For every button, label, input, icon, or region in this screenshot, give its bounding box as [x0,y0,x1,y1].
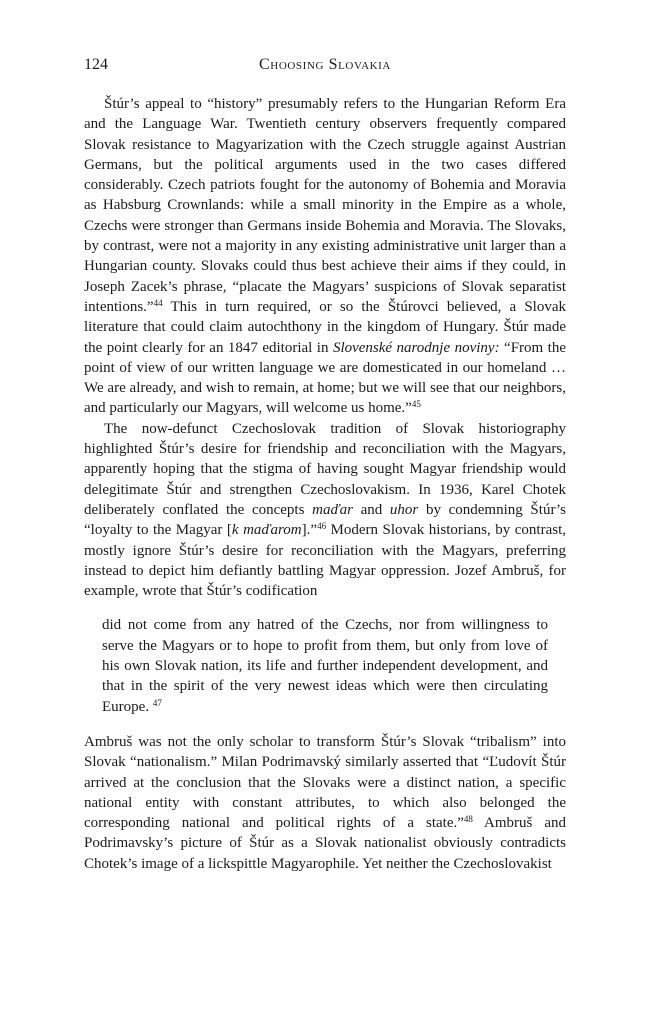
paragraph-2: The now-defunct Czechoslovak tradition of Slovak historiography highlighted Štúr’s desire for friendship and reconciliation with the Magyars, apparently hoping that the stigma of having sought Magyar friendship would delegitimate Štúr and strengthen Czechoslovakism. In 1936, Karel Chotek deliberately conflated the concepts maďar and uhor by condemning Štúr’s “loyalty to the Magyar [k maďarom].”$^{46}$ Modern Slovak historians, by contrast, mostly ignore Štúr’s desire for reconciliation with the Magyars, preferring instead to depict him defiantly battling Magyar oppression. Jozef Ambruš, for example, wrote that Štúr’s codification [84,420,567,600]
term-uhor: uhor [389,501,419,518]
running-title: Choosing Slovakia [259,56,391,73]
footnote-ref-48: 48 [463,814,473,825]
term-madar: maďar [312,501,353,518]
footnote-ref-46: 46 [317,521,327,532]
newspaper-title: Slovenské narodnje noviny: [332,339,500,356]
footnote-ref-44: 44 [153,297,163,308]
paragraph-3: Ambruš was not the only scholar to transform Štúr’s Slovak “tribalism” into Slovak “nationalism.” Milan Podrimavský similarly asserted that “Ľudovít Štúr arrived at the conclusion that the Slovaks were a distinct nation, a specific national entity with constant attributes, to which also belonged the corresponding national and political rights of a state.”$^{48}$ Ambruš and Podrimavsky’s picture of Štúr as a Slovak nationalist obviously contradicts Chotek’s image of a lickspittle Magyarophile. Yet neither the Czechoslovakist [84,733,566,872]
paragraph-1: Štúr’s appeal to “history” presumably refers to the Hungarian Reform Era and the Language War. Twentieth century observers frequently compared Slovak resistance to Magyarization with the Czech struggle against Austrian Germans, but the political arguments used in the two cases differed considerably. Czech patriots fought for the autonomy of Bohemia and Moravia as Habsburg Crownlands: while a small minority in the Empire as a whole, Czechs were stronger than Germans inside Bohemia and Moravia. The Slovaks, by contrast, were not a majority in any existing administrative unit larger than a Hungarian county. Slovaks could thus best achieve their aims if they could, in Joseph Zacek’s phrase, “placate the Magyars’ suspicions of Slovak separatist intentions.”$^{44}$ This in turn required, or so the Štúrovci believed, a Slovak literature that could claim autochthony in the kingdom of Hungary. Štúr made the point clearly for an 1847 editorial in Slovenské narodnje noviny: “From the point of view of our written language we are domesticated in our homeland … We are already, and wish to remain, at home; but we will see that our neighbors, and particularly our Magyars, will welcome us home.”$^{45}$ [84,96,566,417]
block-quote: did not come from any hatred of the Czechs, nor from willingness to serve the Magyars or to hope to profit from them, but only from love of his own Slovak nation, its life and further independent development, and that in the spirit of the very newest ideas which were then circulating Europe. $^{47}$ [102,617,548,715]
body-text [84,94,566,874]
footnote-ref-45: 45 [411,399,421,410]
footnote-ref-47: 47 [152,697,162,708]
page-number: 124 [84,56,108,73]
page-header [84,56,566,78]
term-k-madarom: k maďarom [231,522,302,539]
